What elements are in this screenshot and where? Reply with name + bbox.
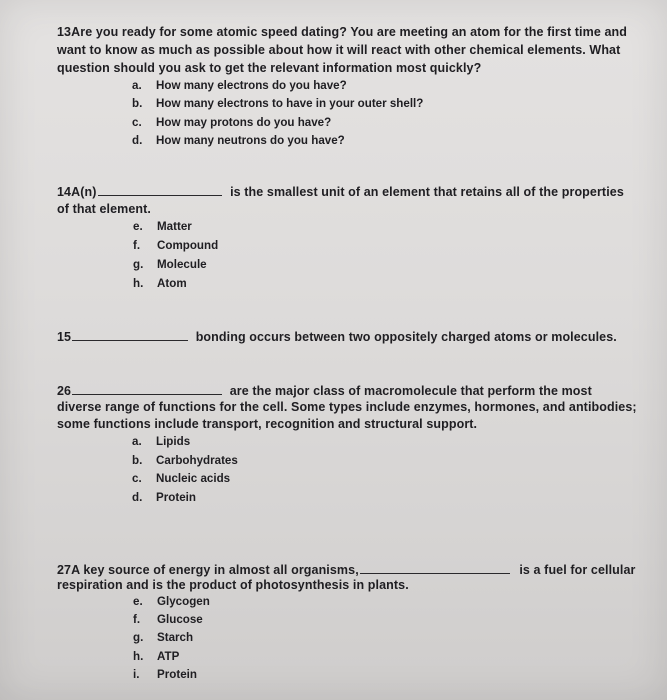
question-14-text: is the smallest unit of an element that retains all of the properties: [230, 185, 624, 199]
question-14-label: 14A(n): [57, 185, 97, 199]
answer-blank[interactable]: [98, 183, 222, 196]
option-text: How may protons do you have?: [156, 116, 332, 129]
option-text: Molecule: [157, 258, 207, 271]
option-13b[interactable]: [132, 97, 423, 110]
option-14g[interactable]: [133, 258, 207, 271]
option-letter: e.: [133, 595, 143, 608]
option-letter: g.: [133, 631, 144, 644]
option-letter: c.: [132, 472, 142, 485]
option-27g[interactable]: [133, 631, 193, 644]
option-13c[interactable]: [132, 116, 331, 129]
option-letter: a.: [132, 435, 142, 448]
option-letter: f.: [133, 613, 141, 626]
option-text: Compound: [157, 239, 219, 252]
option-letter: e.: [133, 220, 143, 233]
option-14h[interactable]: [133, 277, 187, 290]
option-26a[interactable]: [132, 435, 190, 448]
option-14f[interactable]: [133, 239, 218, 252]
answer-blank[interactable]: [72, 382, 222, 395]
answer-blank[interactable]: [360, 561, 510, 574]
option-13d[interactable]: [132, 134, 345, 147]
option-27e[interactable]: [133, 595, 210, 608]
option-letter: f.: [133, 239, 141, 252]
question-27-line-1: [57, 561, 636, 577]
question-27-text: is a fuel for cellular: [519, 563, 636, 577]
question-15-label: 15: [57, 330, 72, 344]
question-26-line-2: diverse range of functions for the cell. Some types include enzymes, hormones, and antibodies;: [57, 400, 637, 414]
question-14-line-1: [57, 183, 624, 199]
option-letter: h.: [133, 277, 144, 290]
option-text: Atom: [157, 277, 187, 290]
option-letter: c.: [132, 116, 142, 129]
option-26d[interactable]: [132, 491, 196, 504]
option-text: How many neutrons do you have?: [156, 134, 345, 147]
option-text: Matter: [157, 220, 192, 233]
answer-blank[interactable]: [72, 328, 188, 341]
question-14-line-2: of that element.: [57, 202, 151, 216]
option-text: Protein: [157, 668, 197, 681]
question-13-line-2: want to know as much as possible about how it will react with other chemical elements. What: [57, 43, 621, 57]
question-27-label: 27A key source of energy in almost all organisms,: [57, 563, 359, 577]
option-26b[interactable]: [132, 454, 238, 467]
question-13-line-3: question should you ask to get the relevant information most quickly?: [57, 61, 482, 75]
option-27i[interactable]: [133, 668, 197, 681]
question-27-line-2: respiration and is the product of photosynthesis in plants.: [57, 578, 409, 592]
option-text: Nucleic acids: [156, 472, 231, 485]
option-text: Glucose: [157, 613, 203, 626]
option-text: Glycogen: [157, 595, 210, 608]
option-13a[interactable]: [132, 79, 347, 92]
option-letter: g.: [133, 258, 144, 271]
option-27h[interactable]: [133, 650, 179, 663]
option-letter: d.: [132, 491, 143, 504]
question-15-text: bonding occurs between two oppositely charged atoms or molecules.: [195, 330, 617, 344]
option-text: How many electrons do you have?: [156, 79, 347, 92]
option-27f[interactable]: [133, 613, 203, 626]
question-13-line-1: 13Are you ready for some atomic speed dating? You are meeting an atom for the first time and: [57, 25, 627, 39]
option-letter: b.: [132, 454, 143, 467]
option-letter: b.: [132, 97, 143, 110]
option-text: ATP: [157, 650, 180, 663]
question-26-line-3: some functions include transport, recognition and structural support.: [57, 417, 478, 431]
option-letter: i.: [133, 668, 140, 681]
question-26-line-1: [57, 382, 592, 398]
option-letter: d.: [132, 134, 143, 147]
option-14e[interactable]: [133, 220, 192, 233]
option-text: How many electrons to have in your outer shell?: [156, 97, 424, 110]
question-26-text: are the major class of macromolecule that perform the most: [229, 384, 592, 398]
option-text: Starch: [157, 631, 194, 644]
option-letter: h.: [133, 650, 144, 663]
question-15: [57, 328, 617, 344]
question-26-label: 26: [57, 384, 72, 398]
option-text: Protein: [156, 491, 196, 504]
option-26c[interactable]: [132, 472, 230, 485]
option-text: Carbohydrates: [156, 454, 238, 467]
option-letter: a.: [132, 79, 142, 92]
option-text: Lipids: [156, 435, 191, 448]
